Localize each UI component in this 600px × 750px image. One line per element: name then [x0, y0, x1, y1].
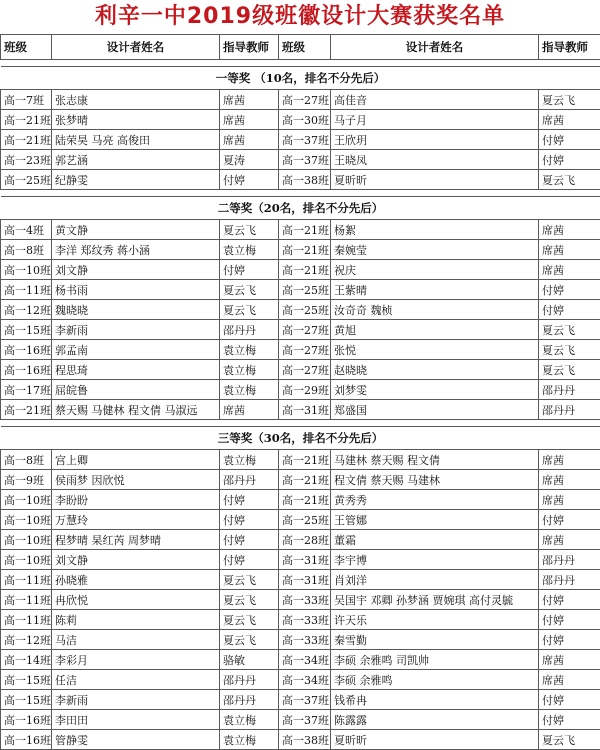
table-row: [1, 240, 600, 260]
class-cell: 高一10班: [1, 530, 52, 550]
teacher-cell-right: 付婷: [539, 510, 600, 530]
designer-cell: 万慧玲: [52, 510, 220, 530]
teacher-cell: 付婷: [220, 550, 279, 570]
teacher-cell: 夏云飞: [220, 570, 279, 590]
class-cell: 高一10班: [1, 510, 52, 530]
table-row: [1, 110, 600, 130]
header-designer: 设计者姓名: [52, 35, 220, 60]
table-row: [1, 400, 600, 420]
teacher-cell-right: 邵丹丹: [539, 380, 600, 400]
class-cell-right: 高一30班: [279, 110, 331, 130]
class-cell: 高一16班: [1, 730, 52, 750]
designer-cell-right: 秦婉莹: [331, 240, 539, 260]
designer-cell-right: 马建林 蔡天赐 程文倩: [331, 450, 539, 470]
class-cell: 高一17班: [1, 380, 52, 400]
teacher-cell: 付婷: [220, 530, 279, 550]
class-cell: 高一16班: [1, 340, 52, 360]
teacher-cell-right: 席茜: [539, 490, 600, 510]
designer-cell-right: 王晓凤: [331, 150, 539, 170]
header-teacher: 指导教师: [220, 35, 279, 60]
designer-cell-right: 吴国宇 邓卿 孙梦涵 贾婉琪 高付灵毓: [331, 590, 539, 610]
teacher-cell-right: 付婷: [539, 130, 600, 150]
teacher-cell-right: 夏云飞: [539, 170, 600, 190]
header-class: 班级: [1, 35, 52, 60]
section-spacer: [1, 190, 600, 197]
designer-cell-right: 许天乐: [331, 610, 539, 630]
teacher-cell: 袁立梅: [220, 240, 279, 260]
class-cell: 高一21班: [1, 400, 52, 420]
table-row: [1, 730, 600, 750]
class-cell: 高一15班: [1, 690, 52, 710]
class-cell-right: 高一37班: [279, 130, 331, 150]
designer-cell-right: 赵晓晓: [331, 360, 539, 380]
teacher-cell-right: 席茜: [539, 450, 600, 470]
class-cell-right: 高一27班: [279, 90, 331, 110]
class-cell-right: 高一37班: [279, 690, 331, 710]
class-cell: 高一12班: [1, 630, 52, 650]
teacher-cell-right: 席茜: [539, 470, 600, 490]
class-cell: 高一12班: [1, 300, 52, 320]
class-cell-right: 高一27班: [279, 360, 331, 380]
class-cell: 高一10班: [1, 490, 52, 510]
teacher-cell-right: 夏云飞: [539, 320, 600, 340]
teacher-cell: 夏云飞: [220, 630, 279, 650]
class-cell: 高一11班: [1, 280, 52, 300]
designer-cell: 程梦晴 杲红芮 周梦晴: [52, 530, 220, 550]
class-cell: 高一8班: [1, 240, 52, 260]
table-row: [1, 470, 600, 490]
teacher-cell: 夏云飞: [220, 610, 279, 630]
table-row: [1, 90, 600, 110]
class-cell: 高一25班: [1, 170, 52, 190]
designer-cell-right: 郑盛国: [331, 400, 539, 420]
designer-cell-right: 马子月: [331, 110, 539, 130]
designer-cell-right: 李硕 余雅鸣 司凯帅: [331, 650, 539, 670]
teacher-cell-right: 席茜: [539, 670, 600, 690]
class-cell: 高一11班: [1, 570, 52, 590]
teacher-cell: 袁立梅: [220, 360, 279, 380]
designer-cell: 管静雯: [52, 730, 220, 750]
designer-cell-right: 李硕 余雅鸣: [331, 670, 539, 690]
designer-cell: 李田田: [52, 710, 220, 730]
teacher-cell: 夏云飞: [220, 280, 279, 300]
designer-cell: 黄文静: [52, 220, 220, 240]
section-heading: 一等奖 （10名，排名不分先后）: [1, 67, 600, 90]
teacher-cell-right: 夏云飞: [539, 90, 600, 110]
class-cell-right: 高一31班: [279, 550, 331, 570]
designer-cell-right: 王欣玥: [331, 130, 539, 150]
class-cell: 高一16班: [1, 360, 52, 380]
class-cell-right: 高一37班: [279, 150, 331, 170]
table-row: [1, 300, 600, 320]
teacher-cell-right: 付婷: [539, 690, 600, 710]
designer-cell-right: 李宇博: [331, 550, 539, 570]
table-row: [1, 320, 600, 340]
table-row: [1, 450, 600, 470]
designer-cell-right: 肖刘洋: [331, 570, 539, 590]
teacher-cell: 邵丹丹: [220, 470, 279, 490]
class-cell: 高一21班: [1, 110, 52, 130]
teacher-cell: 付婷: [220, 490, 279, 510]
designer-cell: 张志康: [52, 90, 220, 110]
table-row: [1, 510, 600, 530]
teacher-cell: 邵丹丹: [220, 320, 279, 340]
teacher-cell-right: 席茜: [539, 650, 600, 670]
designer-cell: 马洁: [52, 630, 220, 650]
designer-cell: 冉欣悦: [52, 590, 220, 610]
teacher-cell-right: 席茜: [539, 110, 600, 130]
designer-cell-right: 汝奇奇 魏桢: [331, 300, 539, 320]
teacher-cell-right: 席茜: [539, 240, 600, 260]
designer-cell-right: 夏昕昕: [331, 170, 539, 190]
designer-cell: 侯雨梦 因欣悦: [52, 470, 220, 490]
teacher-cell-right: 邵丹丹: [539, 400, 600, 420]
header-class-right: 班级: [279, 35, 331, 60]
designer-cell-right: 程文倩 蔡天赐 马建林: [331, 470, 539, 490]
designer-cell: 杨书雨: [52, 280, 220, 300]
designer-cell: 宫上卿: [52, 450, 220, 470]
class-cell: 高一21班: [1, 130, 52, 150]
teacher-cell-right: 席茜: [539, 530, 600, 550]
designer-cell-right: 张悦: [331, 340, 539, 360]
class-cell-right: 高一27班: [279, 320, 331, 340]
teacher-cell: 袁立梅: [220, 340, 279, 360]
designer-cell: 郭孟南: [52, 340, 220, 360]
class-cell: 高一15班: [1, 320, 52, 340]
designer-cell: 李新雨: [52, 690, 220, 710]
designer-cell: 刘文静: [52, 260, 220, 280]
table-header-row: [1, 35, 600, 60]
table-row: [1, 130, 600, 150]
page-title: 利辛一中2019级班徽设计大赛获奖名单: [0, 0, 600, 34]
class-cell-right: 高一25班: [279, 280, 331, 300]
header-teacher-right: 指导教师: [539, 35, 600, 60]
designer-cell-right: 钱希冉: [331, 690, 539, 710]
designer-cell: 张梦晴: [52, 110, 220, 130]
teacher-cell: 邵丹丹: [220, 670, 279, 690]
designer-cell-right: 高佳音: [331, 90, 539, 110]
table-row: [1, 220, 600, 240]
teacher-cell: 席茜: [220, 110, 279, 130]
teacher-cell: 夏云飞: [220, 300, 279, 320]
teacher-cell: 袁立梅: [220, 730, 279, 750]
class-cell: 高一7班: [1, 90, 52, 110]
class-cell-right: 高一21班: [279, 470, 331, 490]
teacher-cell-right: 夏云飞: [539, 730, 600, 750]
designer-cell-right: 秦雪勤: [331, 630, 539, 650]
class-cell: 高一10班: [1, 550, 52, 570]
table-row: [1, 530, 600, 550]
designer-cell: 任洁: [52, 670, 220, 690]
class-cell-right: 高一21班: [279, 240, 331, 260]
table-row: [1, 710, 600, 730]
teacher-cell: 袁立梅: [220, 450, 279, 470]
table-row: [1, 570, 600, 590]
teacher-cell: 席茜: [220, 400, 279, 420]
designer-cell-right: 董霜: [331, 530, 539, 550]
class-cell-right: 高一28班: [279, 530, 331, 550]
teacher-cell-right: 席茜: [539, 260, 600, 280]
teacher-cell: 席茜: [220, 130, 279, 150]
table-row: [1, 550, 600, 570]
teacher-cell: 付婷: [220, 510, 279, 530]
class-cell-right: 高一37班: [279, 710, 331, 730]
section-spacer: [1, 60, 600, 67]
teacher-cell-right: 付婷: [539, 150, 600, 170]
teacher-cell-right: 付婷: [539, 710, 600, 730]
table-row: [1, 170, 600, 190]
class-cell: 高一8班: [1, 450, 52, 470]
teacher-cell-right: 付婷: [539, 300, 600, 320]
designer-cell: 孙晓雅: [52, 570, 220, 590]
table-row: [1, 670, 600, 690]
teacher-cell-right: 夏云飞: [539, 360, 600, 380]
designer-cell-right: 夏昕昕: [331, 730, 539, 750]
designer-cell: 刘文静: [52, 550, 220, 570]
class-cell-right: 高一21班: [279, 220, 331, 240]
class-cell: 高一9班: [1, 470, 52, 490]
table-row: [1, 650, 600, 670]
class-cell-right: 高一21班: [279, 450, 331, 470]
teacher-cell-right: 付婷: [539, 280, 600, 300]
award-table: [0, 34, 600, 750]
table-row: [1, 260, 600, 280]
teacher-cell-right: 席茜: [539, 220, 600, 240]
teacher-cell: 付婷: [220, 260, 279, 280]
designer-cell-right: 陈露露: [331, 710, 539, 730]
teacher-cell: 付婷: [220, 170, 279, 190]
designer-cell: 李彩月: [52, 650, 220, 670]
teacher-cell-right: 付婷: [539, 630, 600, 650]
teacher-cell: 夏云飞: [220, 220, 279, 240]
class-cell-right: 高一25班: [279, 300, 331, 320]
class-cell: 高一11班: [1, 590, 52, 610]
class-cell-right: 高一27班: [279, 340, 331, 360]
teacher-cell: 席茜: [220, 90, 279, 110]
table-row: [1, 590, 600, 610]
designer-cell: 屈皖鲁: [52, 380, 220, 400]
table-row: [1, 380, 600, 400]
teacher-cell-right: 夏云飞: [539, 340, 600, 360]
class-cell-right: 高一33班: [279, 610, 331, 630]
designer-cell: 蔡天赐 马健林 程文倩 马淑远: [52, 400, 220, 420]
teacher-cell: 袁立梅: [220, 380, 279, 400]
designer-cell: 陆荣昊 马亮 高俊田: [52, 130, 220, 150]
table-row: [1, 490, 600, 510]
class-cell-right: 高一31班: [279, 400, 331, 420]
designer-cell-right: 黄旭: [331, 320, 539, 340]
designer-cell: 纪静雯: [52, 170, 220, 190]
teacher-cell: 骆敏: [220, 650, 279, 670]
class-cell: 高一23班: [1, 150, 52, 170]
class-cell-right: 高一38班: [279, 730, 331, 750]
teacher-cell-right: 付婷: [539, 590, 600, 610]
spacer-cell: [1, 420, 600, 427]
designer-cell: 陈莉: [52, 610, 220, 630]
class-cell-right: 高一25班: [279, 510, 331, 530]
class-cell: 高一14班: [1, 650, 52, 670]
table-row: [1, 610, 600, 630]
teacher-cell: 夏涛: [220, 150, 279, 170]
section-heading: 三等奖（30名，排名不分先后）: [1, 427, 600, 450]
table-row: [1, 690, 600, 710]
section-heading: 二等奖（20名，排名不分先后）: [1, 197, 600, 220]
teacher-cell: 邵丹丹: [220, 690, 279, 710]
designer-cell-right: 祝庆: [331, 260, 539, 280]
spacer-cell: [1, 190, 600, 197]
class-cell: 高一16班: [1, 710, 52, 730]
table-row: [1, 280, 600, 300]
designer-cell-right: 杨絮: [331, 220, 539, 240]
section-heading-row: [1, 197, 600, 220]
teacher-cell-right: 邵丹丹: [539, 570, 600, 590]
section-spacer: [1, 420, 600, 427]
designer-cell-right: 王紫晴: [331, 280, 539, 300]
class-cell-right: 高一34班: [279, 650, 331, 670]
designer-cell: 郭艺涵: [52, 150, 220, 170]
designer-cell-right: 黄秀秀: [331, 490, 539, 510]
section-heading-row: [1, 427, 600, 450]
designer-cell: 程思琦: [52, 360, 220, 380]
designer-cell-right: 刘梦雯: [331, 380, 539, 400]
class-cell: 高一11班: [1, 610, 52, 630]
class-cell: 高一15班: [1, 670, 52, 690]
class-cell-right: 高一34班: [279, 670, 331, 690]
designer-cell: 魏晓晓: [52, 300, 220, 320]
class-cell-right: 高一21班: [279, 490, 331, 510]
designer-cell: 李新雨: [52, 320, 220, 340]
teacher-cell: 夏云飞: [220, 590, 279, 610]
award-table-body: [1, 35, 600, 750]
table-row: [1, 360, 600, 380]
spacer-cell: [1, 60, 600, 67]
table-row: [1, 340, 600, 360]
teacher-cell-right: 付婷: [539, 610, 600, 630]
class-cell: 高一4班: [1, 220, 52, 240]
section-heading-row: [1, 67, 600, 90]
teacher-cell-right: 邵丹丹: [539, 550, 600, 570]
class-cell-right: 高一33班: [279, 590, 331, 610]
class-cell-right: 高一21班: [279, 260, 331, 280]
class-cell: 高一10班: [1, 260, 52, 280]
designer-cell-right: 王管娜: [331, 510, 539, 530]
class-cell-right: 高一38班: [279, 170, 331, 190]
header-designer-right: 设计者姓名: [331, 35, 539, 60]
class-cell-right: 高一31班: [279, 570, 331, 590]
table-row: [1, 150, 600, 170]
teacher-cell: 袁立梅: [220, 710, 279, 730]
designer-cell: 李洋 郑纹秀 蒋小涵: [52, 240, 220, 260]
class-cell-right: 高一29班: [279, 380, 331, 400]
designer-cell: 李盼盼: [52, 490, 220, 510]
table-row: [1, 630, 600, 650]
class-cell-right: 高一33班: [279, 630, 331, 650]
